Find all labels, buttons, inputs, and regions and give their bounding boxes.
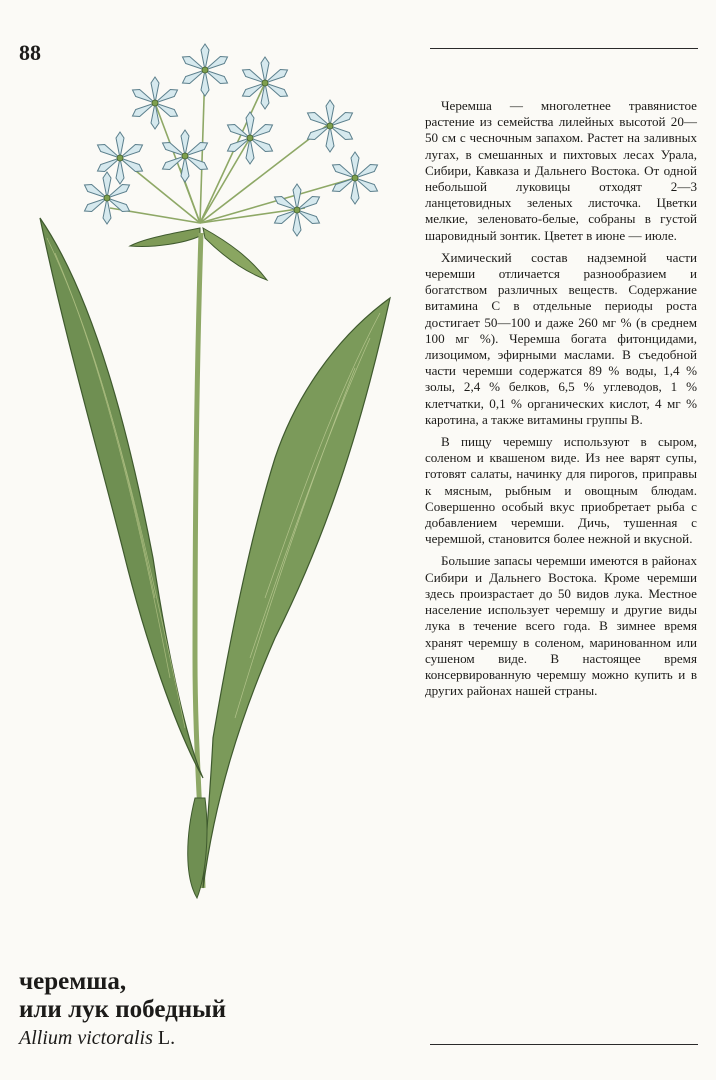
article-paragraph: Черемша — многолетнее травянистое растение из семейства лилейных высотой 20—50 см с чесночным запахом. Растет на заливных лугах, в смешанных и пихтовых лесах Урала, Сибири, Кавказа и Дальнего Востока. От одной небольшой луковицы отходят 2—3 ланцетовидных зеленых листочка. Цветки мелкие, зеленовато-белые, собраны в густой шаровидный зонтик. Цветет в июне — июле.: [425, 98, 697, 243]
allium-plant-illustration: [35, 38, 415, 908]
page-number: 88: [19, 40, 41, 65]
caption-title-line2: или лук победный: [19, 996, 227, 1023]
article-paragraph: Большие запасы черемши имеются в районах Сибири и Дальнего Востока. Кроме черемши здесь произрастает до 50 видов лука. Местное население использует черемшу и другие виды лука в течение всего года. В зимнее время хранят черемшу в соленом, маринованном или сушеном виде. В настоящее время консервированную черемшу можно купить и в других районах нашей страны.: [425, 553, 697, 699]
caption-title-line1: черемша,: [19, 968, 127, 995]
bottom-rule: [430, 1044, 698, 1045]
article-paragraph: В пищу черемшу используют в сыром, соленом и квашеном виде. Из нее варят супы, готовят салаты, начинку для пирогов, приправы к мясным, рыбным и овощным блюдам. Совершенно особый вкус приобретает рыба с добавлением черемши. Дичь, тушенная с черемшой, становится более нежной и вкусной.: [425, 434, 697, 547]
article-paragraph: Химический состав надземной части черемши отличается разнообразием и богатством различных веществ. Содержание витамина С в отдельные периоды роста достигает 50—100 и даже 260 мг % (в среднем 100 мг %). Черемша богата фитонцидами, лизоцимом, эфирными маслами. В съедобной части черемши содержатся 89 % воды, 1,4 % золы, 2,4 % белков, 6,5 % углеводов, 1 % клетчатки, 0,1 % органических кислот, 4 мг % каротина, а также витамины группы В.: [425, 249, 697, 427]
article-body: [425, 98, 697, 705]
latin-species: Allium victoralis: [19, 1027, 153, 1049]
plant-caption: [19, 968, 226, 1050]
caption-latin-name: [19, 1027, 226, 1050]
latin-author: L.: [152, 1027, 176, 1049]
top-rule: [430, 48, 698, 49]
